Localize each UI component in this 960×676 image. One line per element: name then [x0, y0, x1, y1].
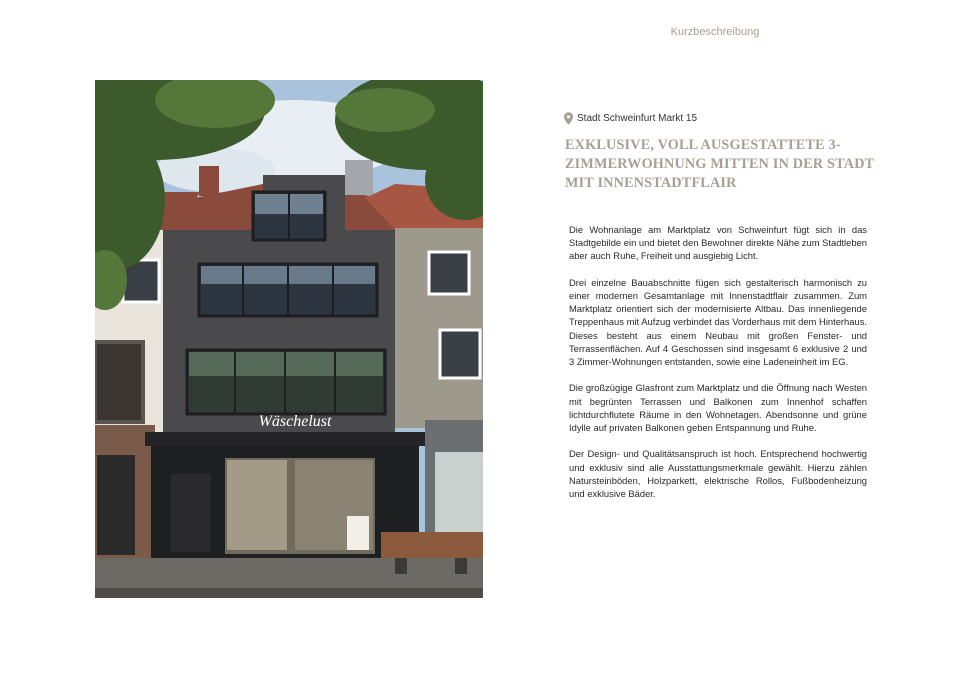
listing-headline: EXKLUSIVE, VOLL AUSGESTATTETE 3-ZIMMERWOHNUNG MITTEN IN DER STADT MIT INNENSTADTFLAIR	[565, 137, 875, 191]
description-paragraph: Der Design- und Qualitätsanspruch ist hoch. Entsprechend hochwertig und exklusiv sind alle Ausstattungsmerkmale gewählt. Hierzu zählen Natursteinböden, Holzparkett, elektrische Rollos, Fußbodenheizung und exklusive Bäder.	[569, 448, 867, 500]
map-pin-icon	[564, 112, 573, 125]
shop-sign: Wäschelust	[258, 413, 332, 430]
description-paragraph: Drei einzelne Bauabschnitte fügen sich gestalterisch harmonisch zu einer modernen Gesamtanlage mit Innenstadtflair zusammen. Zum Marktplatz orientiert sich der modernisierte Altbau. Das innenliegende Treppenhaus mit Aufzug verbindet das Vorderhaus mit dem Hinterhaus. Dieses besteht aus einem Neubau mit großen Fenster- und Terrassenflächen. Auf 4 Geschossen sind insgesamt 6 exklusive 2 und 3 Zimmer-Wohnungen entstanden, sowie eine Ladeneinheit im EG.	[569, 276, 867, 368]
address: Stadt Schweinfurt Markt 15	[577, 113, 698, 124]
section-title: Kurzbeschreibung	[670, 26, 760, 38]
description-paragraph: Die Wohnanlage am Marktplatz von Schweinfurt fügt sich in das Stadtgebilde ein und bietet den Bewohner direkte Nähe zum Stadtleben aber auch Ruhe, Freiheit und ausgiebig Licht.	[569, 224, 867, 262]
location-line	[564, 112, 697, 125]
description-paragraph: Die großzügige Glasfront zum Marktplatz und die Öffnung nach Westen mit begrünten Terrassen und Balkonen zum Innenhof schaffen lichtdurchflutete Räume in den Wohnetagen. Abendsonne und grüne Idylle auf privaten Balkonen geben Entspannung und Ruhe.	[569, 382, 867, 434]
description-text	[569, 223, 867, 513]
building-photo	[95, 80, 483, 598]
